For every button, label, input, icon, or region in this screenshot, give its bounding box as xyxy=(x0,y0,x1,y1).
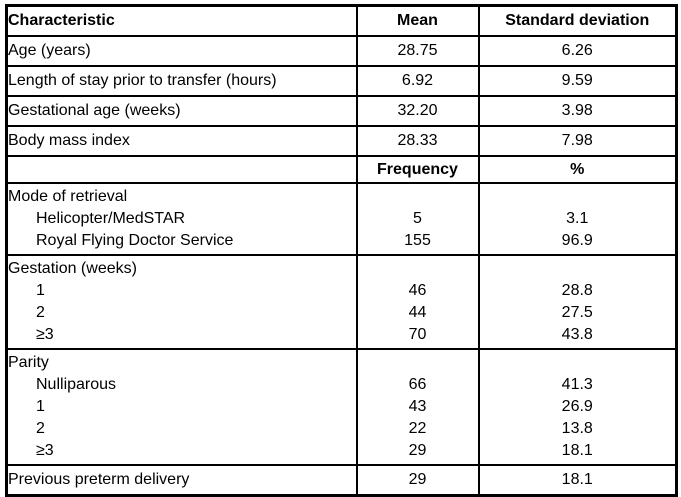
frequency-value: 66 xyxy=(408,376,427,393)
empty-cell xyxy=(7,156,357,183)
group-label: Gestation (weeks) xyxy=(8,260,137,277)
spacer-line xyxy=(480,352,676,374)
row-label: Age (years) xyxy=(7,36,357,66)
frequency-value: 155 xyxy=(404,232,431,249)
percent-value: 18.1 xyxy=(479,465,677,496)
group-label: Mode of retrieval xyxy=(8,188,128,205)
frequency-value: 70 xyxy=(408,326,427,343)
sd-value: 6.26 xyxy=(479,36,677,66)
group-item-label: ≥3 xyxy=(36,442,54,459)
group-item-label: 2 xyxy=(36,304,45,321)
group-percent-cell xyxy=(479,255,677,349)
percent-value: 96.9 xyxy=(561,232,593,249)
frequency-value: 44 xyxy=(408,304,427,321)
group-item-label: 1 xyxy=(36,282,45,299)
spacer-line xyxy=(358,258,478,280)
group-label-cell xyxy=(7,183,357,255)
group-percent-cell xyxy=(479,183,677,255)
percent-value: 41.3 xyxy=(561,376,593,393)
percent-value: 3.1 xyxy=(566,210,589,227)
group-percent-cell xyxy=(479,349,677,465)
mean-value: 28.33 xyxy=(357,126,479,156)
sd-value: 3.98 xyxy=(479,96,677,126)
frequency-value: 29 xyxy=(357,465,479,496)
group-label-cell xyxy=(7,349,357,465)
row-body-mass-index xyxy=(7,126,677,156)
row-gestational-age xyxy=(7,96,677,126)
percent-value: 27.5 xyxy=(561,304,593,321)
group-frequency-cell xyxy=(357,183,479,255)
spacer-line xyxy=(358,352,478,374)
spacer-line xyxy=(480,258,676,280)
frequency-value: 29 xyxy=(408,442,427,459)
row-label: Previous preterm delivery xyxy=(7,465,357,496)
frequency-value: 5 xyxy=(413,210,422,227)
group-item-label: 2 xyxy=(36,420,45,437)
frequency-value: 46 xyxy=(408,282,427,299)
row-age xyxy=(7,36,677,66)
percent-value: 28.8 xyxy=(561,282,593,299)
group-label-cell xyxy=(7,255,357,349)
group-row-mode-of-retrieval xyxy=(7,183,677,255)
col-header-frequency: Frequency xyxy=(357,156,479,183)
percent-value: 43.8 xyxy=(561,326,593,343)
spacer-line xyxy=(480,186,676,208)
table-header-row xyxy=(7,6,677,37)
frequency-header-row xyxy=(7,156,677,183)
group-item-label: ≥3 xyxy=(36,326,54,343)
group-item-label: 1 xyxy=(36,398,45,415)
percent-value: 18.1 xyxy=(561,442,593,459)
group-item-label: Helicopter/MedSTAR xyxy=(36,210,186,227)
group-frequency-cell xyxy=(357,349,479,465)
row-label: Gestational age (weeks) xyxy=(7,96,357,126)
row-previous-preterm-delivery xyxy=(7,465,677,496)
col-header-percent: % xyxy=(479,156,677,183)
frequency-value: 22 xyxy=(408,420,427,437)
row-length-of-stay xyxy=(7,66,677,96)
percent-value: 26.9 xyxy=(561,398,593,415)
row-label: Body mass index xyxy=(7,126,357,156)
group-row-parity xyxy=(7,349,677,465)
sd-value: 9.59 xyxy=(479,66,677,96)
group-label: Parity xyxy=(8,354,49,371)
group-frequency-cell xyxy=(357,255,479,349)
mean-value: 6.92 xyxy=(357,66,479,96)
group-item-label: Royal Flying Doctor Service xyxy=(36,232,234,249)
spacer-line xyxy=(358,186,478,208)
group-row-gestation xyxy=(7,255,677,349)
col-header-standard-deviation: Standard deviation xyxy=(479,6,677,37)
frequency-value: 43 xyxy=(408,398,427,415)
col-header-mean: Mean xyxy=(357,6,479,37)
row-label: Length of stay prior to transfer (hours) xyxy=(7,66,357,96)
percent-value: 13.8 xyxy=(561,420,593,437)
group-item-label: Nulliparous xyxy=(36,376,117,393)
mean-value: 32.20 xyxy=(357,96,479,126)
mean-value: 28.75 xyxy=(357,36,479,66)
characteristics-table xyxy=(5,4,678,497)
sd-value: 7.98 xyxy=(479,126,677,156)
col-header-characteristic: Characteristic xyxy=(7,6,357,37)
